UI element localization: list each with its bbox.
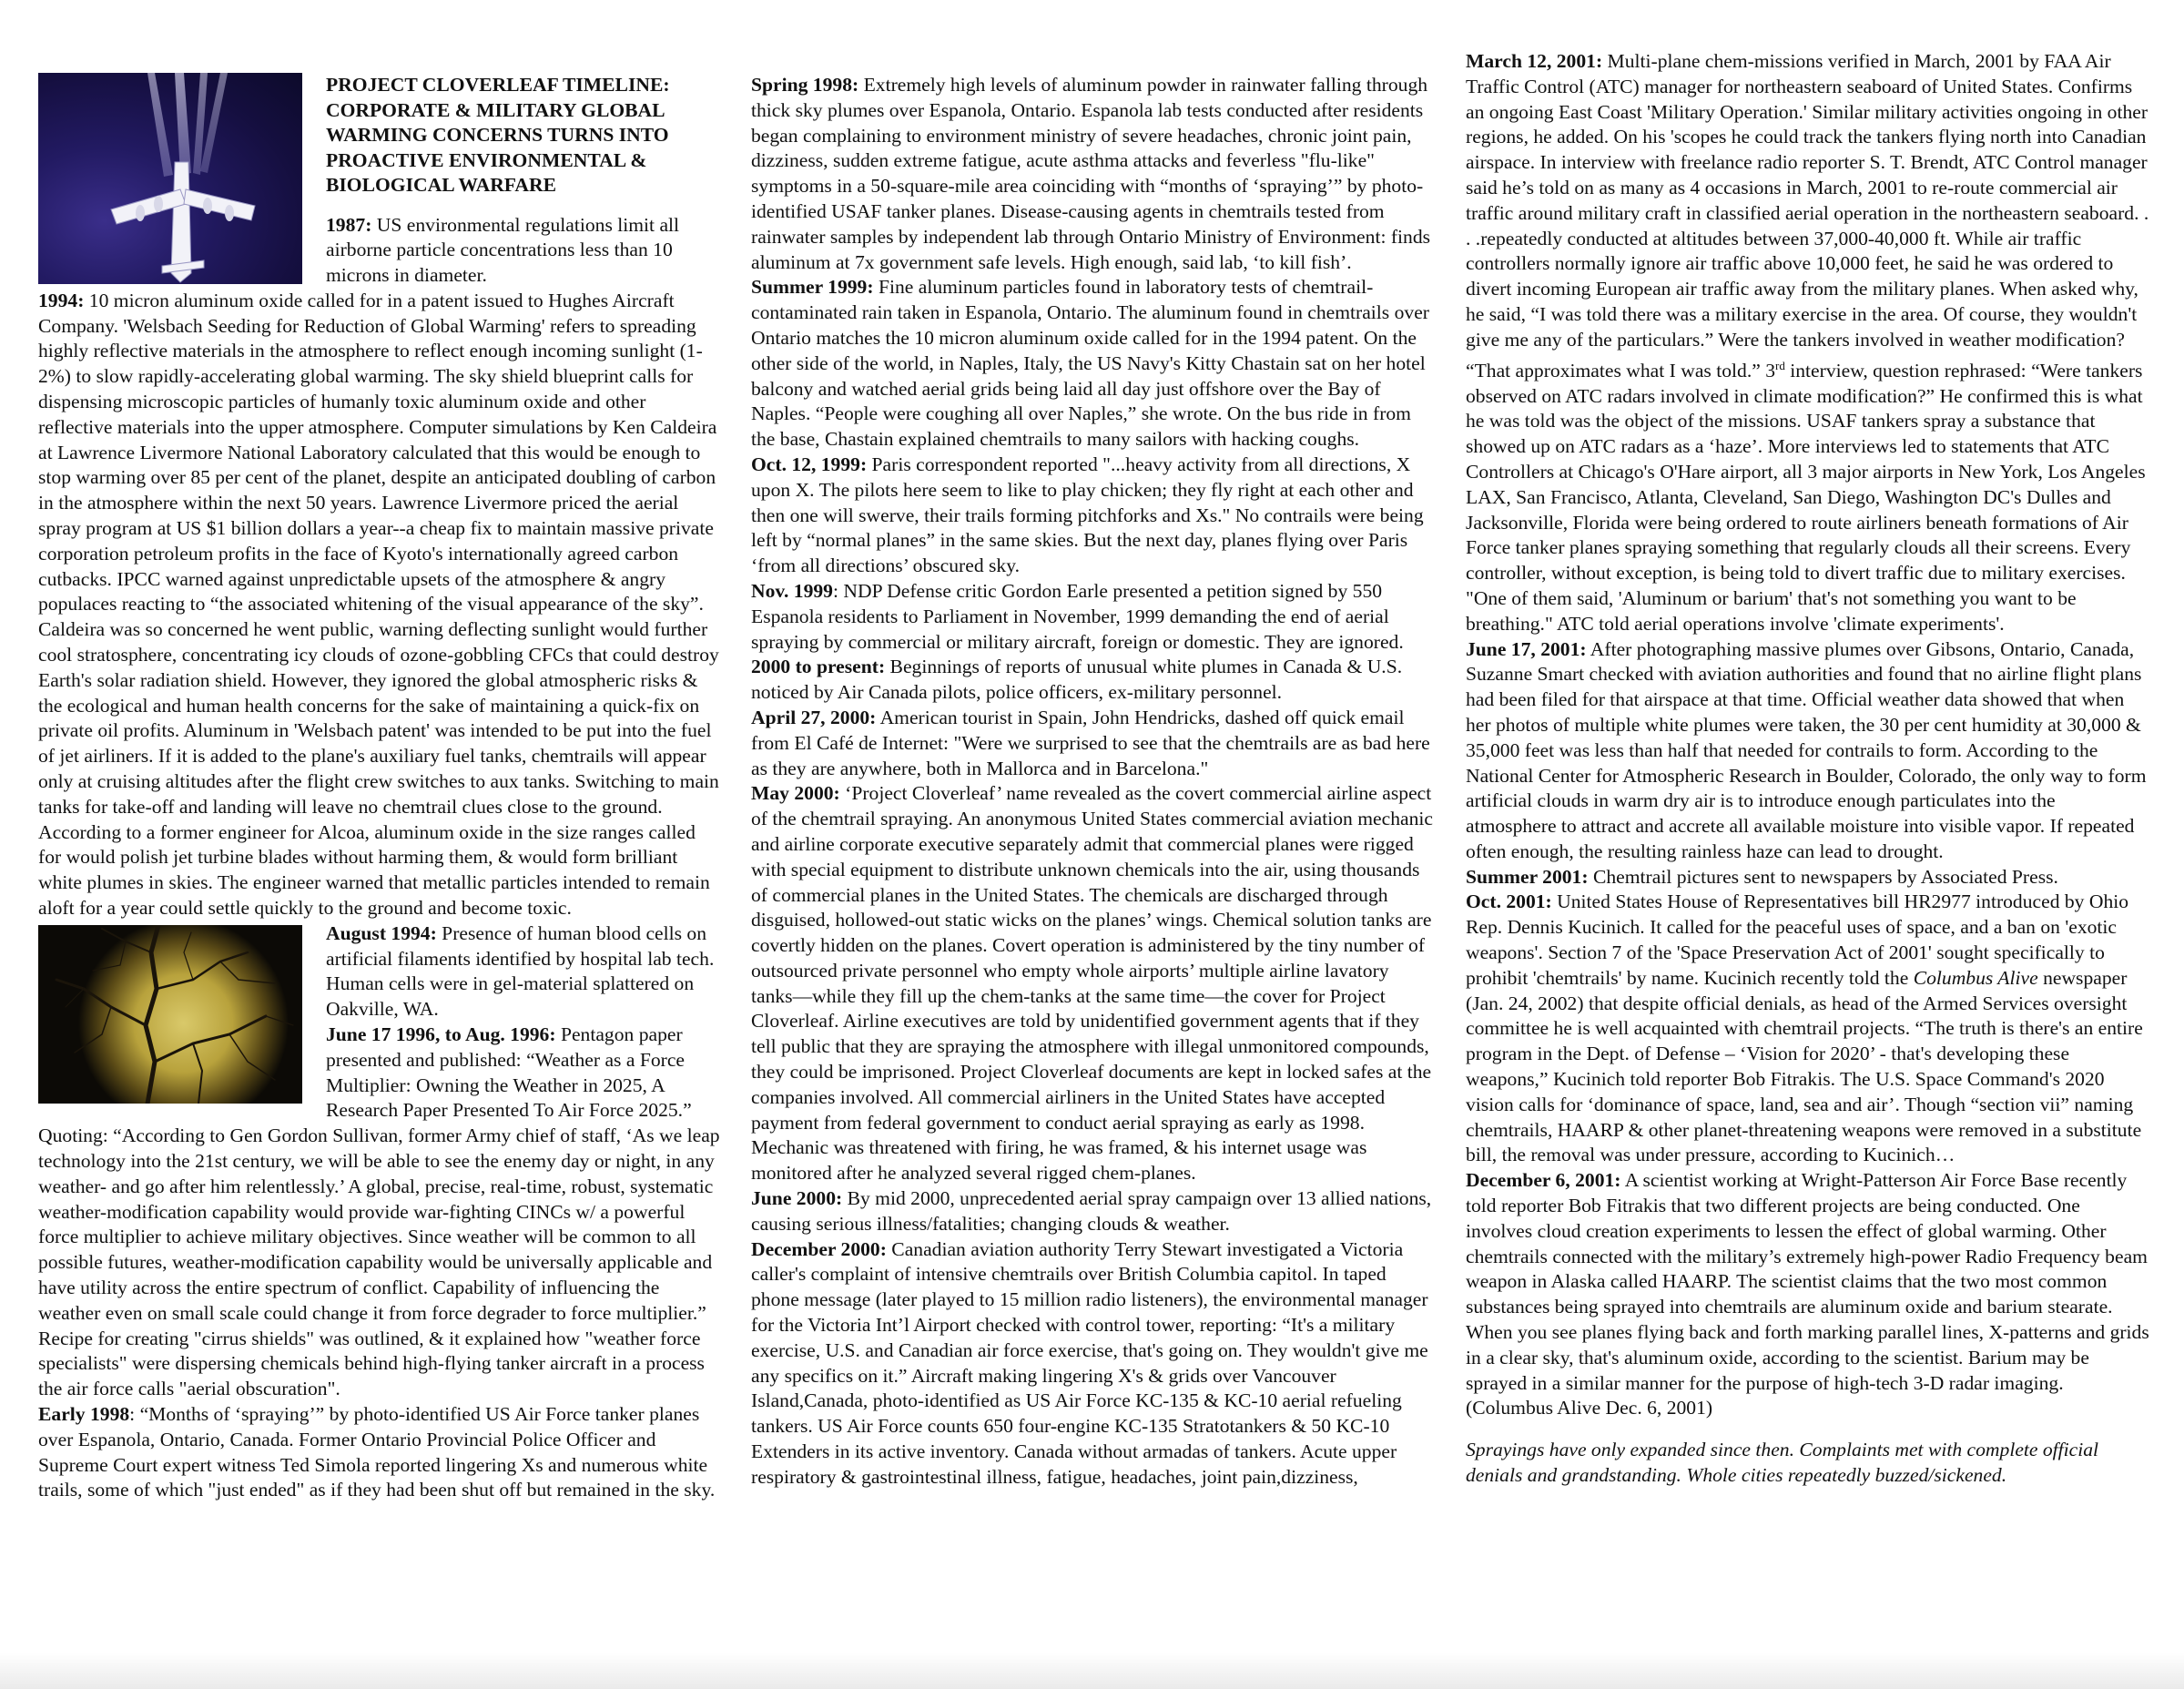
entry-text: United States House of Representatives bill HR2977 introduced by Ohio Rep. Dennis Kucinich. It called for the peaceful uses of space, and a ban on 'exotic weapons'. Section 7 of the 'Space Preservation Act of 2001' sought specifically to prohibit 'chemtrails' by name. Kucinich recently told the xyxy=(1466,890,2129,989)
timeline-entry xyxy=(751,579,1434,655)
entry-date: June 2000: xyxy=(751,1187,843,1210)
entry-text: After photographing massive plumes over Gibsons, Ontario, Canada, Suzanne Smart checked with aviation authorities and found that no airline flight plans had been filed for that airspace at that time. Official weather data showed that when her photos of multiple white plumes were taken, the 30 per cent humidity at 30,000 & 35,000 feet was less than half that needed for contrails to form. According to the National Center for Atmospheric Research in Boulder, Colorado, the only way to form artificial clouds in warm dry air is to introduce enough particulates into the atmosphere to attract and accrete all available moisture into visible vapor. If repeated often enough, the resulting rainless haze can lead to drought. xyxy=(1466,637,2147,862)
entry-text: Fine aluminum particles found in laboratory tests of chemtrail-contaminated rain taken in Espanola, Ontario. The aluminum found in chemtrails over Ontario matches the 10 micron aluminum oxide called for in the 1994 patent. On the other side of the world, in Naples, Italy, the US Navy's Kitty Chastain sat on her hotel balcony and watched aerial grids being laid all day just offshore over the Bay of Naples. “People were coughing all over Naples,” she wrote. On the bus ride in from the base, Chastain explained chemtrails to many sailors with hacking coughs. xyxy=(751,276,1429,451)
entry-text: A scientist working at Wright-Patterson Air Force Base recently told reporter Bob Fitrakis that two different projects are being conducted. One involves cloud creation experiments to lessen the effect of global warming. Other chemtrails connected with the military’s extremely high-power Radio Frequency beam weapon in Alaska called HAARP. The scientist claims that the two most common substances being sprayed into chemtrails are aluminum oxide and barium stearate. When you see planes flying back and forth marking parallel lines, X-patterns and grids in a clear sky, that's aluminum oxide, according to the scientist. Barium may be sprayed in a similar manner for the purpose of high-tech 3-D radar imaging. (Columbus Alive Dec. 6, 2001) xyxy=(1466,1169,2149,1419)
tanker-plane-icon xyxy=(38,73,302,284)
entry-text: Chemtrail pictures sent to newspapers by Associated Press. xyxy=(1588,865,2058,888)
entry-text: American tourist in Spain, John Hendricks, dashed off quick email from El Café de Internet: "Were we surprised to see that the chemtrails are as bad here as they are anywhere, both in Mallorca and in Barcelona." xyxy=(751,706,1430,779)
publication-name: Columbus Alive xyxy=(1913,966,2038,989)
tanker-plane-photo xyxy=(38,73,302,284)
entry-text: 10 micron aluminum oxide called for in a patent issued to Hughes Aircraft Company. 'Welsbach Seeding for Reduction of Global Warming' refers to spreading highly reflective materials in the atmosphere to reflect enough incoming sunlight (1-2%) to slow rapidly-accelerating global warming. The sky shield blueprint calls for dispensing microscopic particles of humanly toxic aluminum oxide and other reflective materials into the upper atmosphere. Computer simulations by Ken Caldeira at Lawrence Livermore National Laboratory calculated that this would be enough to stop warming over 85 per cent of the planet, despite an anticipated doubling of carbon in the atmosphere within the next 50 years. Lawrence Livermore priced the aerial spray program at US $1 billion dollars a year--a cheap fix to maintain massive private corporation petroleum profits in the face of Kyoto's internationally agreed carbon cutbacks. IPCC warned against unpredictable upsets of the atmosphere & angry populaces reacting to “the associated whitening of the visual appearance of the sky”. Caldeira was so concerned he went public, warning deflecting sunlight would further cool stratosphere, concentrating icy clouds of ozone-gobbling CFCs that could destroy Earth's solar radiation shield. However, they ignored the global atmospheric risks & the ecological and human health concerns for the sake of maintaining a quick-fix on private oil profits. Aluminum in 'Welsbach patent' was intended to be put into the fuel of jet airliners. If it is added to the plane's auxiliary fuel tanks, chemtrails will appear only at cruising altitudes after the flight crew switches to aux tanks. Switching to main tanks for take-off and landing will leave no chemtrail clues close to the ground. According to a former engineer for Alcoa, aluminum oxide in the size ranges called for would polish jet turbine blades without harming them, & would form brilliant white plumes in skies. The engineer warned that metallic particles intended to remain aloft for a year could settle quickly to the ground and become toxic. xyxy=(38,289,719,920)
entry-date: 2000 to present: xyxy=(751,656,886,678)
column-2 xyxy=(751,49,1434,1491)
timeline-entry xyxy=(1466,637,2150,865)
entry-date: May 2000: xyxy=(751,782,840,805)
timeline-entry xyxy=(751,73,1434,275)
branches-icon xyxy=(38,925,302,1104)
entry-date: 1994: xyxy=(38,289,85,311)
timeline-entry xyxy=(1466,890,2150,1168)
entry-date: Summer 1999: xyxy=(751,276,874,299)
entry-date: December 2000: xyxy=(751,1237,887,1260)
entry-text: : “Months of ‘spraying’” by photo-identified US Air Force tanker planes over Espanola, Ontario, Canada. Former Ontario Provincial Police Officer and Supreme Court expert witness Ted Simola reported lingering Xs and numerous white trails, some of which "just ended" as if they had been shut off but remained in the sky. xyxy=(38,1402,716,1501)
entry-date: June 17, 2001: xyxy=(1466,637,1587,660)
entry-text: ‘Project Cloverleaf’ name revealed as the covert commercial airline aspect of the chemtrail spraying. An anonymous United States commercial aviation mechanic and airline corporate executive separately admit that commercial planes were rigged with special equipment to distribute unknown chemicals into the air, using thousands of commercial planes in the United States. The chemicals are discharged through disguised, hollowed-out static wicks on the planes’ wings. Chemical solution tanks are covertly hidden on the planes. Covert operation is administered by the tiny number of outsourced private personnel who empty whole airports’ multiple airline lavatory tanks—while they fill up the chem-tanks at the same time—the cover for Project Cloverleaf. Airline executives are told by unidentified government agents that if they tell public that they are spraying the atmosphere with illegal unmonitored compounds, they could be imprisoned. Project Cloverleaf documents are kept in locked safes at the companies involved. All commercial airliners in the United States have accepted payment from federal government to conduct aerial spraying as early as 1998. Mechanic was threatened with firing, he was framed, & his internet usage was monitored after he analyzed several rigged chem-planes. xyxy=(751,782,1433,1185)
entry-date: Nov. 1999 xyxy=(751,579,833,602)
entry-date: June 17 1996, to Aug. 1996: xyxy=(326,1023,556,1045)
entry-date: Oct. 12, 1999: xyxy=(751,453,868,475)
timeline-entry xyxy=(751,1237,1434,1491)
timeline-entry xyxy=(751,706,1434,781)
entry-date: Early 1998 xyxy=(38,1402,130,1425)
timeline-entry xyxy=(751,781,1434,1186)
entry-text: Beginnings of reports of unusual white plumes in Canada & U.S. noticed by Air Canada pilots, police officers, ex-military personnel. xyxy=(751,656,1403,704)
closing-note: Sprayings have only expanded since then. Complaints met with complete official denials and grandstanding. Whole cities repeatedly buzzed/sickened. xyxy=(1466,1439,2099,1487)
entry-date: Oct. 2001: xyxy=(1466,890,1552,913)
entry-text-continued: interview, question rephrased: “Were tankers observed on ATC radars involved in climate modification?” He confirmed this is what he was told was the object of the missions. USAF tankers spray a substance that showed up on ATC radars as a ‘haze’. More interviews led to statements that ATC Controllers at Chicago's O'Hare airport, all 3 major airports in New York, Los Angeles LAX, San Francisco, Atlanta, Cleveland, San Diego, Washington DC's Dulles and Jacksonville, Florida were being ordered to route airliners beneath formations of Air Force tanker planes spraying something that regularly clouds all their screens. Every controller, without exception, is being told to divert traffic due to military exercises. "One of them said, 'Aluminum or barium' that's not something you want to be breathing." ATC told aerial operations involve 'climate experiments'. xyxy=(1466,359,2146,635)
timeline-entry xyxy=(1466,865,2150,890)
entry-date: Spring 1998: xyxy=(751,74,859,96)
column-1 xyxy=(38,49,721,1503)
timeline-entry xyxy=(751,655,1434,706)
page-title: PROJECT CLOVERLEAF TIMELINE: CORPORATE & MILITARY GLOBAL WARMING CONCERNS TURNS INTO PROACTIVE ENVIRONMENTAL & BIOLOGICAL WARFARE xyxy=(326,74,670,196)
entry-date: Summer 2001: xyxy=(1466,865,1589,888)
entry-text: By mid 2000, unprecedented aerial spray campaign over 13 allied nations, causing serious illness/fatalities; changing clouds & weather. xyxy=(751,1187,1432,1235)
entry-text: Multi-plane chem-missions verified in March, 2001 by FAA Air Traffic Control (ATC) manager for northeastern seaboard of United States. Confirms an ongoing East Coast 'Military Operation.' Similar military activities ongoing in other regions, he added. On his 'scopes he could track the tankers flying north into Canadian airspace. In interview with freelance radio reporter S. T. Brendt, ATC Control manager said he’s told on as many as 4 occasions in March, 2001 to re-route commercial air traffic around military craft in classified aerial operation in the northeastern seaboard. . . .repeatedly conducted at altitudes between 37,000-40,000 ft. While air traffic controllers normally ignore air traffic above 10,000 feet, he said he was ordered to divert incoming European air traffic away from the military planes. When asked why, he said, “I was told there was a military exercise in the area. Of course, they wouldn't give me any of the particulars.” Were the tankers involved in weather modification? “That approximates what I was told.” 3 xyxy=(1466,50,2149,382)
timeline-entry xyxy=(38,1402,721,1503)
entry-text: Presence of human blood cells on artificial filaments identified by hospital lab tech. Human cells were in gel-material splattered on Oakville, WA. xyxy=(326,921,715,1021)
entry-text-continued: newspaper (Jan. 24, 2002) that despite official denials, as head of the Armed Services oversight committee he is well acquainted with chemtrail projects. “The truth is there's an entire program in the Dept. of Defense – ‘Vision for 2020’ - that's developing these weapons,” Kucinich told reporter Bob Fitrakis. The U.S. Space Command's 2020 vision calls for ‘dominance of space, land, sea and air’. Though “section vii” naming chemtrails, HAARP & other planet-threatening weapons were removed in a substitute bill, the removal was under pressure, according to Kucinich… xyxy=(1466,966,2143,1166)
entry-date: 1987: xyxy=(326,213,372,236)
entry-text: : NDP Defense critic Gordon Earle presented a petition signed by 550 Espanola residents to Parliament in November, 1999 demanding the end of aerial spraying by commercial or military aircraft, foreign or domestic. They are ignored. xyxy=(751,579,1404,653)
timeline-entry xyxy=(1466,1168,2150,1421)
timeline-entry xyxy=(751,1186,1434,1237)
moon-branches-photo xyxy=(38,925,302,1104)
timeline-entry xyxy=(751,275,1434,453)
superscript: rd xyxy=(1775,358,1785,372)
column-3 xyxy=(1466,49,2150,1489)
entry-date: August 1994: xyxy=(326,921,437,944)
timeline-entry xyxy=(751,453,1434,579)
entry-date: March 12, 2001: xyxy=(1466,50,1603,72)
page-bottom-shadow xyxy=(0,1653,2184,1689)
entry-text: Pentagon paper presented and published: “Weather as a Force Multiplier: Owning the Weather in 2025, A Research Paper Presented To Air Force 2025.” Quoting: “According to Gen Gordon Sullivan, former Army chief of staff, ‘As we leap technology into the 21st century, we will be able to see the enemy day or night, in any weather- and go after him relentlessly.’ A global, precise, real-time, robust, systematic weather-modification capability would provide war-fighting CINCs w/ a powerful force multiplier to achieve military objectives. Since weather will be common to all possible futures, weather-modification capability would be universally applicable and have utility across the entire spectrum of conflict. Capability of influencing the weather even on small scale could change it from force degrader to force multiplier.” Recipe for creating "cirrus shields" was outlined, & it explained how "weather force specialists" were dispersing chemicals behind high-flying tanker aircraft in a process the air force calls "aerial obscuration". xyxy=(38,1023,720,1400)
timeline-entry xyxy=(1466,49,2150,637)
entry-text: Extremely high levels of aluminum powder in rainwater falling through thick sky plumes over Espanola, Ontario. Espanola lab tests conducted after residents began complaining to environment ministry of severe headaches, chronic joint pain, dizziness, sudden extreme fatigue, acute asthma attacks and feverless "flu-like" symptoms in a 50-square-mile area coinciding with “months of ‘spraying’” by photo-identified USAF tanker planes. Disease-causing agents in chemtrails tested from rainwater samples by independent lab through Ontario Ministry of Environment: finds aluminum at 7x government safe levels. High enough, said lab, ‘to kill fish’. xyxy=(751,74,1431,273)
entry-text: Canadian aviation authority Terry Stewart investigated a Victoria caller's complaint of intensive chemtrails over British Columbia capitol. In taped phone message (later played to 15 million radio listeners), the environmental manager for the Victoria Int’l Airport checked with control tower, reporting: “It's a military exercise, U.S. and Canadian air force exercise, that's going on. They wouldn't give me any specifics on it.” Aircraft making lingering X's & grids over Vancouver Island,Canada, photo-identified as US Air Force KC-135 & KC-10 aerial refueling tankers. US Air Force counts 650 four-engine KC-135 Stratotankers & 50 KC-10 Extenders in its active inventory. Canada without armadas of tankers. Acute upper respiratory & gastrointestinal illness, fatigue, headaches, joint pain,dizziness, xyxy=(751,1237,1428,1488)
timeline-entry xyxy=(38,289,721,921)
entry-date: December 6, 2001: xyxy=(1466,1169,1621,1192)
entry-text: Paris correspondent reported "...heavy activity from all directions, X upon X. The pilots here seem to like to play chicken; they fly right at each other and then one will swerve, their trails forming pitchforks and Xs." No contrails were being left by “normal planes” in the same skies. But the next day, planes flying over Paris ‘from all directions’ obscured sky. xyxy=(751,453,1424,577)
entry-date: April 27, 2000: xyxy=(751,706,877,728)
entry-text: US environmental regulations limit all airborne particle concentrations less than 10 microns in diameter. xyxy=(326,213,680,287)
